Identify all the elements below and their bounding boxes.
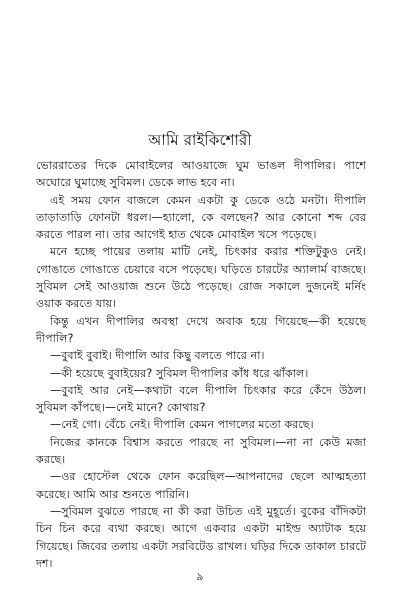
page-number: ৯ (196, 570, 204, 583)
paragraph: —বুবাই বুবাই। দীপালি আর কিছু বলতে পারে না। (50, 349, 265, 363)
paragraph: —কী হয়েছে বুবাইয়ের? সুবিমল দীপালির কাঁধ ধরে ঝাঁকাল। (50, 366, 309, 380)
paragraph: কিন্তু এখন দীপালির অবস্থা দেখে অবাক হয়ে গিয়েছে—কী হয়েছে দীপালি? (36, 314, 366, 345)
paragraph: নিজের কানকে বিশ্বাস করতে পারছে না সুবিমল।—না না কেউ মজা করছে। (36, 435, 366, 467)
paragraph: —বুবাই আর নেই—কথাটা বলে দীপালি চিৎকার করে কেঁদে উঠল। সুবিমল কাঁপছে।—নেই মানে? কোথায়? (36, 383, 366, 415)
paragraph: —নেই গো। বেঁচে নেই। দীপালি কেমন পাগলের মতো করছে। (50, 418, 314, 432)
paragraph: এই সময় ফোন বাজলে কেমন একটা কু ডেকে ওঠে মনটা। দীপালি তাড়াতাড়ি ফোনটা ধরল।—হ্যালো, কে বলছেন? আর কোনো শব্দ বের করতে পারল না। তার আগেই হাত থেকে মোবাইল খসে পড়েছে। (36, 193, 366, 242)
paragraph: ভোররাতের দিকে মোবাইলের আওয়াজে ঘুম ভাঙল দীপালির। পাশে অঘোরে ঘুমাচ্ছে সুবিমল। ডেকে লাভ হবে না। (36, 159, 366, 190)
paragraph: —ওর হোস্টেল থেকে ফোন করেছিল—আপনাদের ছেলে আত্মহত্যা করেছে। আমি আর শুনতে পারিনি। (36, 470, 366, 501)
chapter-title: আমি রাইকিশোরী (148, 131, 252, 149)
chapter-body (36, 157, 366, 572)
paragraph: মনে হচ্ছে পায়ের তলায় মাটি নেই, চিৎকার করার শক্তিটুকুও নেই। গোঙাতে গোঙাতে চেয়ারে বসে পড়েছে। ঘড়িতে চারটের অ্যালার্ম বাজছে। সুবিমল সেই আওয়াজ শুনে উঠে পড়েছে। রোজ সকালে দুজনেই মর্নিং ওয়াক করতে যায়। (36, 245, 366, 311)
paragraph: —সুবিমল বুঝতে পারছে না কী করা উচিত এই মুহূর্তে। বুকের বাঁদিকটা চিন চিন করে ব্যথা করছে। আগে একবার একটা মাইল্ড অ্যাটাক হয়ে গিয়েছে। জিবের তলায় একটা সরবিটেড রাখল। ঘড়ির দিকে তাকাল চারটে দশ। (36, 504, 366, 570)
